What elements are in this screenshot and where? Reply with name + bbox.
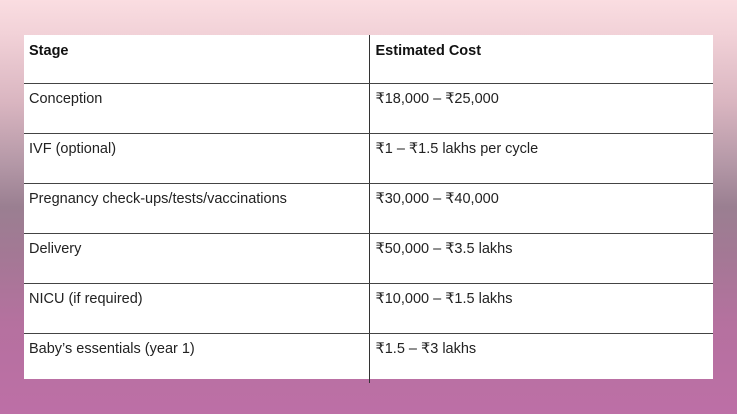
header-stage: Stage xyxy=(24,35,369,84)
header-estimated-cost: Estimated Cost xyxy=(369,35,713,84)
cost-cell: ₹10,000 – ₹1.5 lakhs xyxy=(369,284,713,334)
stage-cell: IVF (optional) xyxy=(24,134,369,184)
table-row xyxy=(24,134,713,184)
stage-cell: Baby’s essentials (year 1) xyxy=(24,334,369,384)
table-header-row xyxy=(24,35,713,84)
cost-table-container xyxy=(24,35,713,379)
table-row xyxy=(24,284,713,334)
pregnancy-cost-table xyxy=(24,35,713,383)
cost-cell: ₹1 – ₹1.5 lakhs per cycle xyxy=(369,134,713,184)
stage-cell: NICU (if required) xyxy=(24,284,369,334)
table-row xyxy=(24,184,713,234)
cost-cell: ₹50,000 – ₹3.5 lakhs xyxy=(369,234,713,284)
cost-cell: ₹30,000 – ₹40,000 xyxy=(369,184,713,234)
table-row xyxy=(24,84,713,134)
table-row xyxy=(24,234,713,284)
table-row xyxy=(24,334,713,384)
stage-cell: Conception xyxy=(24,84,369,134)
stage-cell: Delivery xyxy=(24,234,369,284)
cost-cell: ₹1.5 – ₹3 lakhs xyxy=(375,341,477,357)
stage-cell: Pregnancy check-ups/tests/vaccinations xyxy=(24,184,369,234)
cost-cell: ₹18,000 – ₹25,000 xyxy=(369,84,713,134)
